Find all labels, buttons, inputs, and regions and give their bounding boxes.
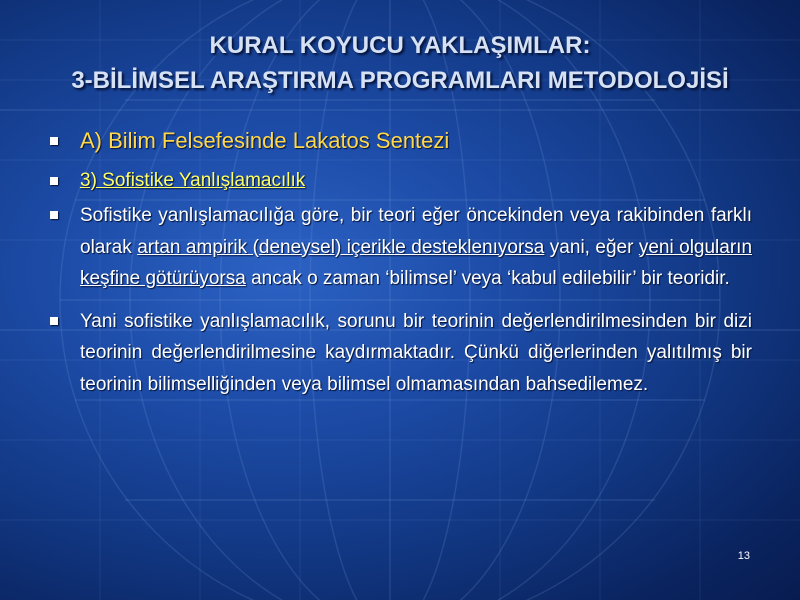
- bullet-item-explanation: [48, 306, 752, 401]
- square-bullet-icon: [50, 211, 58, 219]
- slide-title-line-1: KURAL KOYUCU YAKLAŞIMLAR:: [209, 32, 591, 59]
- underlined-phrase: artan ampirik (deneysel) içerikle desteklenıyorsa: [137, 236, 545, 258]
- bullet-text: 3) Sofistike Yanlışlamacılık: [80, 170, 306, 191]
- bullet-text-segment: Sofistike yanlışlamacılığa göre, bir teori eğer öncekinden veya rakibinden farklı olarak: [80, 205, 752, 258]
- bullet-item-lakatos: [48, 124, 752, 158]
- bullet-text-segment: ancak o zaman ‘bilimsel’ veya ‘kabul edilebilir’ bir teoridir.: [245, 268, 730, 289]
- page-number: 13: [737, 550, 750, 562]
- bullet-item-definition: [48, 200, 752, 295]
- square-bullet-icon: [50, 317, 58, 325]
- bullet-text: Yani sofistike yanlışlamacılık, sorunu bir teorinin değerlendirilmesinden bir dizi teorinin değerlendirilmesine kaydırmaktadır. Çünkü diğerlerinden yalıtılmış bir teorinin bilimselliğinden veya bilimsel olmamasından bahsedilemez.: [80, 310, 752, 395]
- slide-content: [48, 124, 752, 400]
- slide-title: [0, 28, 800, 98]
- bullet-text-segment: yani, eğer: [544, 236, 639, 258]
- slide-title-line-2: 3-BİLİMSEL ARAŞTIRMA PROGRAMLARI METODOLOJİSİ: [71, 67, 729, 94]
- bullet-text: A) Bilim Felsefesinde Lakatos Sentezi: [80, 128, 450, 153]
- underlined-phrase: yeni olguların keşfine götürüyorsa: [80, 236, 753, 289]
- bullet-item-sofistike: [48, 168, 752, 194]
- square-bullet-icon: [50, 137, 58, 145]
- square-bullet-icon: [50, 177, 58, 185]
